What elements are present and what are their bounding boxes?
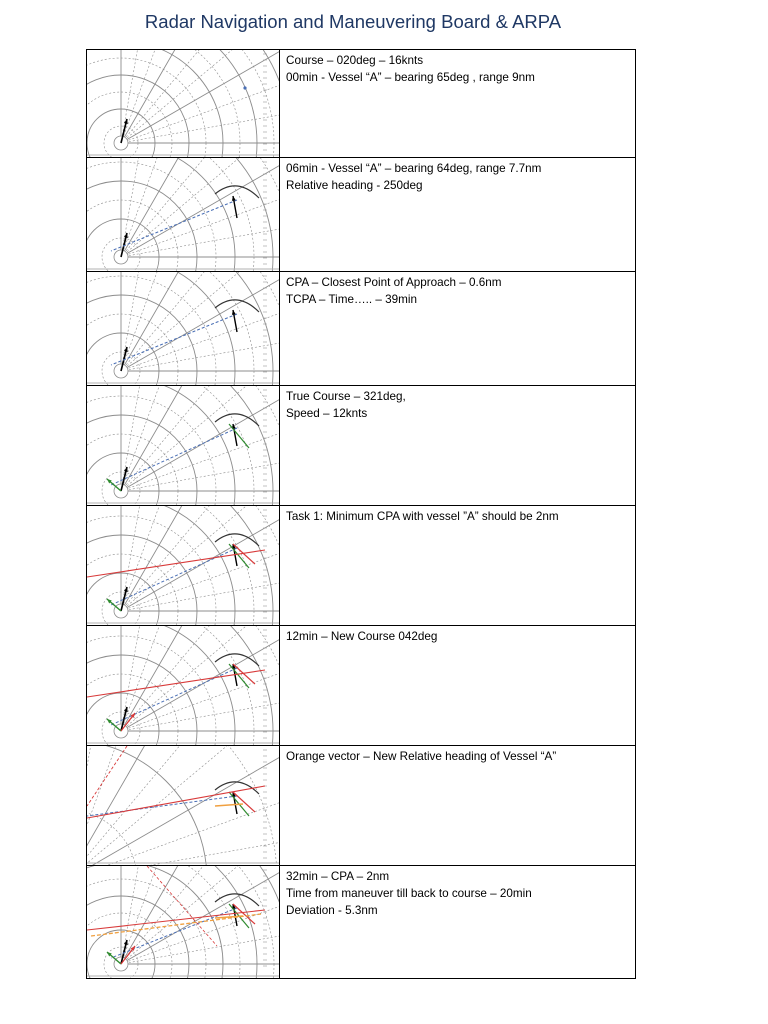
step-note-line: Time from maneuver till back to course – 20min	[286, 887, 532, 900]
radar-plot	[87, 746, 279, 865]
step-notes	[280, 272, 636, 386]
plot-overlay	[87, 746, 265, 865]
step-note-line: True Course – 321deg,	[286, 390, 406, 403]
range-ring	[87, 158, 235, 271]
range-ring	[87, 181, 197, 271]
bearing-line	[121, 272, 279, 371]
relative-motion-line	[111, 200, 237, 251]
step-notes	[280, 626, 636, 746]
radar-plot	[87, 50, 279, 157]
bearing-line	[121, 506, 234, 611]
bearing-line	[87, 767, 279, 865]
step-notes	[280, 506, 636, 626]
bearing-line	[121, 158, 279, 257]
radar-plot-cell	[87, 626, 280, 746]
radar-plot-cell	[87, 272, 280, 386]
range-ring	[87, 295, 197, 385]
radar-plot-cell	[87, 50, 280, 158]
bearing-line	[121, 158, 279, 257]
bearing-line	[121, 272, 279, 371]
step-row	[87, 272, 636, 386]
bearing-line	[87, 746, 124, 865]
step-row	[87, 626, 636, 746]
step-note-line: TCPA – Time….. – 39min	[286, 293, 417, 306]
step-note-line: 00min - Vessel “A” – bearing 65deg , range 9nm	[286, 71, 535, 84]
range-ring	[87, 92, 172, 157]
radar-plot	[87, 158, 279, 271]
range-ring	[87, 626, 254, 745]
step-note-line: Task 1: Minimum CPA with vessel ”A” should be 2nm	[286, 510, 559, 523]
step-notes	[280, 746, 636, 866]
radar-plot-cell	[87, 746, 280, 866]
step-note-line: 06min - Vessel “A” – bearing 64deg, range 7.7nm	[286, 162, 542, 175]
plot-overlay	[107, 414, 259, 491]
radar-grid	[87, 272, 279, 385]
range-ring	[87, 506, 254, 625]
vessel-a-arc	[215, 300, 259, 312]
step-row	[87, 158, 636, 272]
radar-plot	[87, 386, 279, 505]
bearing-line	[87, 823, 279, 865]
range-ring	[87, 200, 178, 271]
step-notes	[280, 866, 636, 979]
step-row	[87, 50, 636, 158]
radar-plot-cell	[87, 158, 280, 272]
radar-plot	[87, 866, 279, 978]
bearing-line	[121, 272, 279, 371]
step-notes	[280, 50, 636, 158]
return-track	[87, 746, 127, 806]
radar-plot	[87, 626, 279, 745]
range-ring	[87, 866, 240, 978]
cpa-tangent-line	[87, 550, 265, 577]
bearing-line	[121, 158, 279, 257]
range-ring	[87, 58, 206, 157]
bearing-line	[87, 746, 279, 865]
bearing-line	[121, 272, 234, 371]
vessel-a-true-course	[229, 424, 249, 448]
step-note-line: Speed – 12knts	[286, 407, 368, 420]
range-ring	[87, 913, 172, 978]
bearing-line	[87, 746, 279, 865]
step-row	[87, 386, 636, 506]
radar-grid	[87, 746, 279, 865]
range-ring	[87, 746, 207, 865]
cpa-tangent-line	[87, 786, 265, 818]
radar-grid	[87, 50, 279, 157]
orange-relative-heading	[215, 804, 243, 806]
step-note-line: Orange vector – New Relative heading of Vessel “A”	[286, 750, 557, 763]
step-row	[87, 506, 636, 626]
step-note-line: 12min – New Course 042deg	[286, 630, 438, 643]
range-ring	[87, 746, 279, 865]
bearing-line	[121, 272, 279, 371]
radar-grid	[87, 158, 279, 271]
page-title: Radar Navigation and Maneuvering Board & ARPA	[144, 11, 562, 32]
step-notes	[280, 158, 636, 272]
step-note-line: Relative heading - 250deg	[286, 179, 423, 192]
bearing-line	[121, 626, 234, 731]
steps-table	[86, 49, 636, 979]
cpa-tangent-line	[87, 910, 265, 930]
range-ring	[87, 158, 254, 271]
range-ring	[87, 655, 197, 745]
step-note-line: Course – 020deg – 16knts	[286, 54, 424, 67]
cpa-tangent-line	[87, 670, 265, 697]
range-ring	[87, 674, 178, 745]
range-ring	[87, 415, 197, 505]
step-notes	[280, 386, 636, 506]
step-note-line: CPA – Closest Point of Approach – 0.6nm	[286, 276, 502, 289]
range-ring	[87, 272, 254, 385]
bearing-line	[121, 158, 279, 257]
range-ring	[87, 314, 178, 385]
vessel-a-arc	[215, 186, 259, 198]
step-row	[87, 746, 636, 866]
range-ring	[87, 434, 178, 505]
radar-plot	[87, 506, 279, 625]
radar-plot-cell	[87, 866, 280, 979]
bearing-line	[121, 386, 234, 491]
radar-grid	[87, 866, 279, 978]
range-ring	[87, 50, 240, 157]
radar-plot	[87, 272, 279, 385]
bearing-line	[121, 158, 279, 257]
bearing-line	[87, 746, 279, 865]
bearing-line	[121, 158, 234, 257]
relative-motion-line	[111, 314, 237, 365]
step-note-line: Deviation - 5.3nm	[286, 904, 378, 917]
step-note-line: 32min – CPA – 2nm	[286, 870, 390, 883]
range-ring	[87, 554, 178, 625]
range-ring	[87, 386, 235, 505]
bearing-line	[121, 272, 279, 371]
vessel-a-position	[243, 86, 246, 89]
radar-plot-cell	[87, 506, 280, 626]
range-ring	[87, 272, 235, 385]
plot-overlay	[87, 866, 265, 964]
range-ring	[87, 535, 197, 625]
step-row	[87, 866, 636, 979]
vessel-a-arc	[215, 894, 259, 906]
radar-plot-cell	[87, 386, 280, 506]
range-ring	[87, 386, 254, 505]
